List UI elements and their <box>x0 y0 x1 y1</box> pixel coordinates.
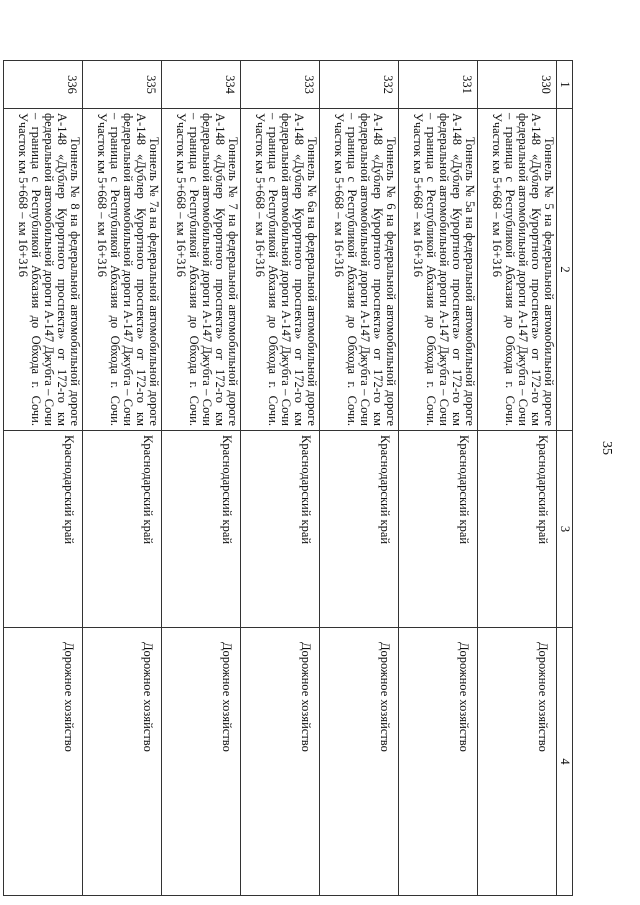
table-row <box>241 61 320 896</box>
document-sheet <box>16 60 573 895</box>
sector-cell: Дорожное хозяйство <box>83 628 162 896</box>
row-number: 332 <box>320 61 399 109</box>
table-row <box>162 61 241 896</box>
region-cell: Краснодарский край <box>4 431 83 628</box>
region-cell: Краснодарский край <box>83 431 162 628</box>
region-cell: Краснодарский край <box>162 431 241 628</box>
sector-cell: Дорожное хозяйство <box>320 628 399 896</box>
sector-cell: Дорожное хозяйство <box>399 628 478 896</box>
sector-cell: Дорожное хозяйство <box>241 628 320 896</box>
object-name: Тоннель № 6 на федеральной автомобильной дороге А-148 «Дублер Курортного проспекта» от 172-го км федеральной автомобильной дороги А-147 Джубга – Сочи – граница с Республикой Абхазия до Обхода г. Сочи. Участок км 5+668 – км 16+316 <box>320 109 399 431</box>
row-number: 331 <box>399 61 478 109</box>
object-name: Тоннель № 5а на федеральной автомобильной дороге А-148 «Дублер Курортного проспекта» от 172-го км федеральной автомобильной дороги А-147 Джубга – Сочи – граница с Республикой Абхазия до Обхода г. Сочи. Участок км 5+668 – км 16+316 <box>399 109 478 431</box>
object-name: Тоннель № 6а на федеральной автомобильной дороге А-148 «Дублер Курортного проспекта» от 172-го км федеральной автомобильной дороги А-147 Джубга – Сочи – граница с Республикой Абхазия до Обхода г. Сочи. Участок км 5+668 – км 16+316 <box>241 109 320 431</box>
objects-table <box>3 60 573 896</box>
region-cell: Краснодарский край <box>399 431 478 628</box>
row-number: 336 <box>4 61 83 109</box>
column-header: 1 <box>557 61 573 109</box>
column-header: 3 <box>557 431 573 628</box>
sector-cell: Дорожное хозяйство <box>162 628 241 896</box>
row-number: 330 <box>478 61 557 109</box>
table-row <box>320 61 399 896</box>
table-row <box>478 61 557 896</box>
row-number: 334 <box>162 61 241 109</box>
row-number: 333 <box>241 61 320 109</box>
table-row <box>399 61 478 896</box>
object-name: Тоннель № 5 на федеральной автомобильной дороге А-148 «Дублер Курортного проспекта» от 172-го км федеральной автомобильной дороги А-147 Джубга – Сочи – граница с Республикой Абхазия до Обхода г. Сочи. Участок км 5+668 – км 16+316 <box>478 109 557 431</box>
column-header: 4 <box>557 628 573 896</box>
column-header: 2 <box>557 109 573 431</box>
object-name: Тоннель № 8 на федеральной автомобильной дороге А-148 «Дублер Курортного проспекта» от 172-го км федеральной автомобильной дороги А-147 Джубга – Сочи – граница с Республикой Абхазия до Обхода г. Сочи. Участок км 5+668 – км 16+316 <box>4 109 83 431</box>
region-cell: Краснодарский край <box>320 431 399 628</box>
sector-cell: Дорожное хозяйство <box>4 628 83 896</box>
object-name: Тоннель № 7а на федеральной автомобильной дороге А-148 «Дублер Курортного проспекта» от 172-го км федеральной автомобильной дороги А-147 Джубга – Сочи – граница с Республикой Абхазия до Обхода г. Сочи. Участок км 5+668 – км 16+316 <box>83 109 162 431</box>
region-cell: Краснодарский край <box>241 431 320 628</box>
page-number: 35 <box>599 441 614 455</box>
object-name: Тоннель № 7 на федеральной автомобильной дороге А-148 «Дублер Курортного проспекта» от 172-го км федеральной автомобильной дороги А-147 Джубга – Сочи – граница с Республикой Абхазия до Обхода г. Сочи. Участок км 5+668 – км 16+316 <box>162 109 241 431</box>
table-row <box>4 61 83 896</box>
row-number: 335 <box>83 61 162 109</box>
region-cell: Краснодарский край <box>478 431 557 628</box>
table-row <box>83 61 162 896</box>
sector-cell: Дорожное хозяйство <box>478 628 557 896</box>
column-header-row <box>557 61 573 896</box>
